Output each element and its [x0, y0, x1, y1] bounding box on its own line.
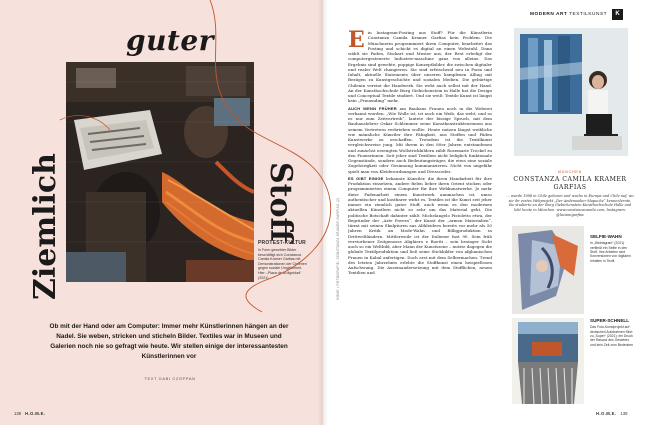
right-magazine-name: H.O.M.E.	[596, 411, 617, 416]
right-page-number: 139	[620, 411, 628, 416]
artist-caption	[506, 170, 634, 217]
paragraph-2-text: am Bauhaus Frauen noch in die Weberei verbannt wurden. „Wie Wolle ist, ist auch ein Weib, das webt, und so es nur zum Zeitvertreib“, lautete der bissige Spruch, mit dem Bauhauslehrer Oskar Schlemmer seine Kunstkonstrukteurinnen aus seinem Vertretern verbrieben wollte. Heute nutzen längst weibliche wie männliche Künstler ihre Fähigkeit, aus Stoffen und Fäden Kunstwerke zu erschaffen. Trotzdem ist die Textilkunst vergleichsweise jung. Mit ihrem in den 80er Jahren entstandenen und zunächst erzeugten Wollstrickbildern zählt Rosemarie Trockel zu den Pionierinnen. Seit jeher sind Textilien nicht lediglich funktionale Gegenstände, sondern auch Bedeutungsträger, die etwa eine soziale Zugehörigkeit oder Gesinnung kommunizieren. Nicht von ungefähr spielt man von Kleiderordnungen und Dresscodes.	[348, 105, 492, 174]
title-word-guter: guter	[126, 24, 214, 57]
selfie-caption	[590, 234, 634, 263]
title-word-stoff: Stoff	[263, 162, 298, 243]
title-word-ziemlich: Ziemlich	[28, 153, 63, 300]
paragraph-3-text: bekannte Künstler, die ihren Handarbeit für ihre Produktion einsetzen, andere fielen lieber ihren Orient sticken oder programmierten einem Computer für ihre Webkunstwerke. Je mehr diese Fadenarbeit einem Kunstwerk annmachen ist, umso authentischer und kostbarer wirkt es. Textiles ist die Kunst seit jeher immer ein ziemlich guter Stoff, auch wenn es den modernen aktuellen Künstlern nicht so sehr um das Material geht. Die politische Botschaft dahinter zählt. Michelangelo Pistoletto etwa, der Begründer der „Arte Povera“, der Kunst der „armen Materialien“, türmt mit seinen Skulpturen aus Altkleidern bereits vor mehr als 50 Jahren Kritik an Mode-Wahn und Billigproduktion in Drittweltländern. Mittlerweile ist der Italiener fast 90. Sein früh verstorbener Zeitgenosse Alighiero e Boetti – sein besinger Sicht auch so ein Weltbild, aber Mann der Kunstszene – nutzte dagegen die globale Textilproduktion und ließ seine Stickbilder von afghanischen Frauen in Kabul anfertigen. Doch erst mit dem Selbermachen: Trend des letzten Jahrzehnts erlebte die Stoffkunst einen beispiellosen Aufschwung. Die Auseinandersetzung mit dem Stofflichen, neuen Textilien und	[348, 175, 492, 276]
autobahn-work-photo	[512, 318, 584, 404]
autobahn-caption-head: SUPER-SCHNELL	[590, 318, 630, 323]
section-label	[530, 12, 607, 17]
artist-city: MÜNCHEN	[558, 170, 582, 174]
protest-caption-head: PROTEST-KULTUR	[258, 240, 306, 246]
section-label-rest: TEXTILKUNST	[569, 12, 608, 17]
paragraph-1-text: in Instagram-Posting aus Stoff? Für die Künstlerin Constanza Camila Kramer Garfias kein Problem. Die Münchnerin programmiert ihren Computer, bearbeitet das Posting und schickt es digital an einen Webstuhl. Dann wählt sie Faden, Stickart und Muster aus, der Rest erledigt der computergesteuerte Industrie-maschine ganz von alleine. Das Ergebnis sind gewebte, poppige Konzeptbilder, die zwischen digitaler und realer Welt changieren. Sie sind erfrischend neu in Form und Inhalt, aktuelle Statements über unseren komplexen Alltag mit Bezügen zu Kunstgeschichte und sozialen Medien. Die gebürtige Chilenin vereint die Handwerk. Sie webt auch selbst mit der Hand. An der Kunsthochschule Burg Giebichenstein in Halle hat die Design und Conceptual Textile studiert. Und sie weiß: Textile Kunst ist längst kein „Frauending“ mehr.	[348, 30, 492, 104]
autobahn-caption	[590, 318, 634, 347]
protest-textile-photo	[66, 62, 254, 282]
section-badge: K	[612, 9, 623, 20]
section-label-bold: MODERN ART	[530, 12, 568, 17]
autobahn-caption-text: Das Foto-Kunstprojekt auf deutschen Autobahnen führt zu „Super“ (2021): ein Druck der Rasanz des Gewebes und kein Zeit zum Bedenken	[590, 325, 633, 347]
artist-bio: ... wurde 1988 in Chile geboren und wuchs in Europa und Chile auf, wo sie ihr erstes Webprojekt „Der Andenweber Mapuche“ kennenlernte. Sie studierte an der Burg Giebichenstein Kunsthochschule Halle und lebt heute in München. www.constanzacamila.com, Instagram: @lacamigarfias	[506, 194, 634, 217]
subhead-2: ES GIBT EINIGE	[348, 175, 384, 181]
paragraph-2	[348, 106, 492, 174]
protest-photo-caption	[258, 240, 310, 280]
artist-portrait-photo	[514, 28, 628, 156]
vertical-credit: HOME • FOTOGRAFIE: CONSTANZA KRAMER GARFIAS (2)	[336, 197, 340, 300]
selfie-work-photo	[512, 226, 584, 314]
left-magazine-name: H.O.M.E.	[25, 411, 46, 416]
article-lead: Ob mit der Hand oder am Computer: Immer mehr Künstlerinnen hängen an der Nadel. Sie weben, stricken und sticheln Bilder. Textiles war in Museen und Galerien noch nie so gefragt wie heute. Wir stellen einige der interessantesten Künstlerinnen vor	[49, 323, 289, 360]
selfie-caption-head: SELFIE-WAHN	[590, 234, 622, 239]
left-folio	[14, 411, 45, 416]
subhead-1: AUCH WENN FRÜHER	[348, 105, 397, 111]
paragraph-1	[348, 30, 492, 104]
left-page-number: 138	[14, 411, 21, 416]
article-body	[348, 30, 492, 414]
article-author: TEXT GABI CZÖPPAN	[144, 376, 196, 381]
spine-shadow	[318, 0, 328, 425]
artist-name: CONSTANZA CAMILA KRAMER GARFIAS	[513, 176, 627, 191]
dropcap: E	[348, 30, 365, 53]
right-folio	[596, 411, 627, 416]
protest-caption-text: In Form gewebter Bilder beschäftigt sich Constanza Camila Kramer Garfias mit Demonstrationen der Chilenen gegen soziale Ungleichheit. Hier: „Plaza de la dignidad“ (2021)	[258, 248, 307, 280]
selfie-caption-text: In „Webtagram“ (2021) verfließt ein Selfie in den Stoff. Ihre Arbeiten sind Konversionen von digitalen Inhalten in Textil.	[590, 241, 631, 263]
paragraph-3	[348, 176, 492, 276]
